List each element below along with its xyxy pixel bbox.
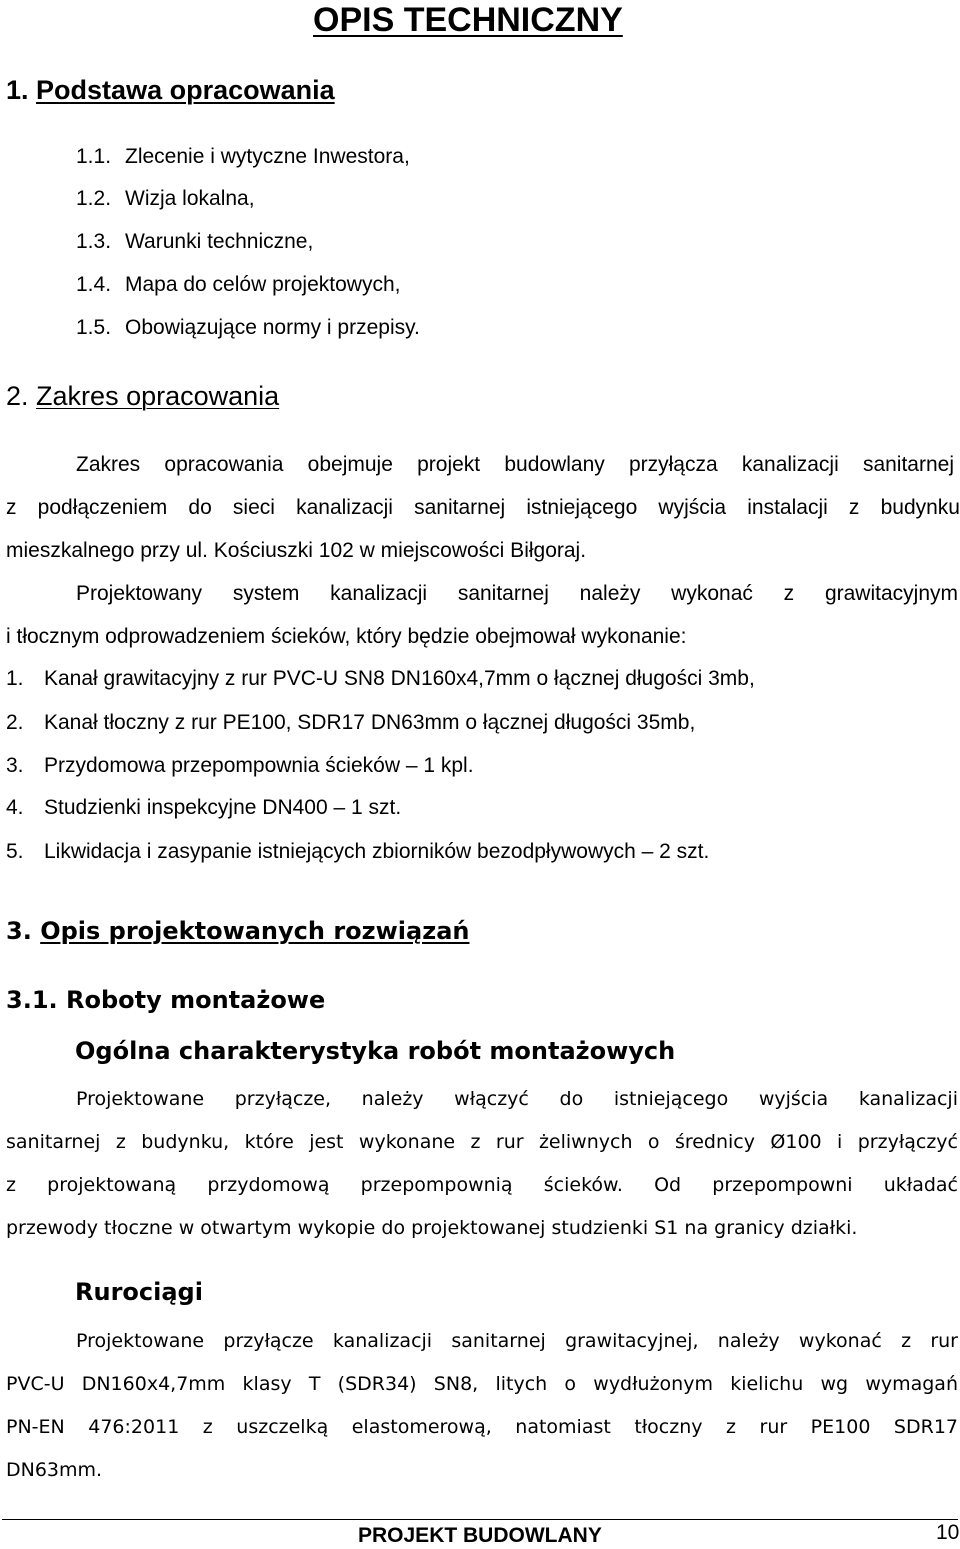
section-1-number: 1. [6,75,29,105]
toc-item: 1.2. Wizja lokalna, [76,187,255,210]
section-1-title: Podstawa opracowania [36,75,335,105]
paragraph-line: i tłocznym odprowadzeniem ścieków, który będzie obejmował wykonanie: [6,625,687,648]
section-3-number: 3. [6,917,32,945]
page-number: 10 [936,1521,960,1544]
toc-item: 1.1. Zlecenie i wytyczne Inwestora, [76,145,410,168]
list-item: 2. Kanał tłoczny z rur PE100, SDR17 DN63mm o łącznej długości 35mb, [6,711,696,734]
paragraph-line: PVC-U DN160x4,7mm klasy T (SDR34) SN8, litych o wydłużonym kielichu wg wymagań [6,1373,958,1395]
footer-label: PROJEKT BUDOWLANY [358,1524,602,1547]
toc-item: 1.4. Mapa do celów projektowych, [76,273,401,296]
paragraph-line: sanitarnej z budynku, które jest wykonane z rur żeliwnych o średnicy Ø100 i przyłączyć [6,1131,958,1153]
toc-item: 1.3. Warunki techniczne, [76,230,314,253]
paragraph-line: Projektowane przyłącze, należy włączyć do istniejącego wyjścia kanalizacji [76,1088,958,1110]
list-item: 5. Likwidacja i zasypanie istniejących zbiorników bezodpływowych – 2 szt. [6,840,710,863]
list-item: 1. Kanał grawitacyjny z rur PVC-U SN8 DN160x4,7mm o łącznej długości 3mb, [6,667,755,690]
paragraph-line: Zakres opracowania obejmuje projekt budowlany przyłącza kanalizacji sanitarnej [76,453,954,476]
section-2-title: Zakres opracowania [36,381,280,411]
section-2-heading [6,379,279,413]
subsection-rurociagi-heading: Rurociągi [75,1278,203,1306]
paragraph-line: DN63mm. [6,1459,103,1481]
paragraph-line: mieszkalnego przy ul. Kościuszki 102 w miejscowości Biłgoraj. [6,539,587,562]
document-title: OPIS TECHNICZNY [313,1,623,39]
footer-divider [2,1519,958,1520]
toc-item: 1.5. Obowiązujące normy i przepisy. [76,316,420,339]
paragraph-line: z podłączeniem do sieci kanalizacji sanitarnej istniejącego wyjścia instalacji z budynku [6,496,960,519]
section-3-title: Opis projektowanych rozwiązań [40,917,470,945]
paragraph-line: Projektowane przyłącze kanalizacji sanitarnej grawitacyjnej, należy wykonać z rur [76,1330,958,1352]
subsection-3-1-heading: 3.1. Roboty montażowe [6,986,326,1014]
list-item: 4. Studzienki inspekcyjne DN400 – 1 szt. [6,796,402,819]
paragraph-line: z projektowaną przydomową przepompownią ścieków. Od przepompowni układać [6,1174,958,1196]
section-2-number: 2. [6,381,29,411]
list-item: 3. Przydomowa przepompownia ścieków – 1 kpl. [6,754,474,777]
section-3-heading [6,915,469,947]
subsection-subheading: Ogólna charakterystyka robót montażowych [75,1037,676,1065]
paragraph-line: Projektowany system kanalizacji sanitarnej należy wykonać z grawitacyjnym [76,582,958,605]
section-1-heading [6,73,335,107]
paragraph-line: PN-EN 476:2011 z uszczelką elastomerową, natomiast tłoczny z rur PE100 SDR17 [6,1416,958,1438]
paragraph-line: przewody tłoczne w otwartym wykopie do projektowanej studzienki S1 na granicy działki. [6,1217,858,1239]
